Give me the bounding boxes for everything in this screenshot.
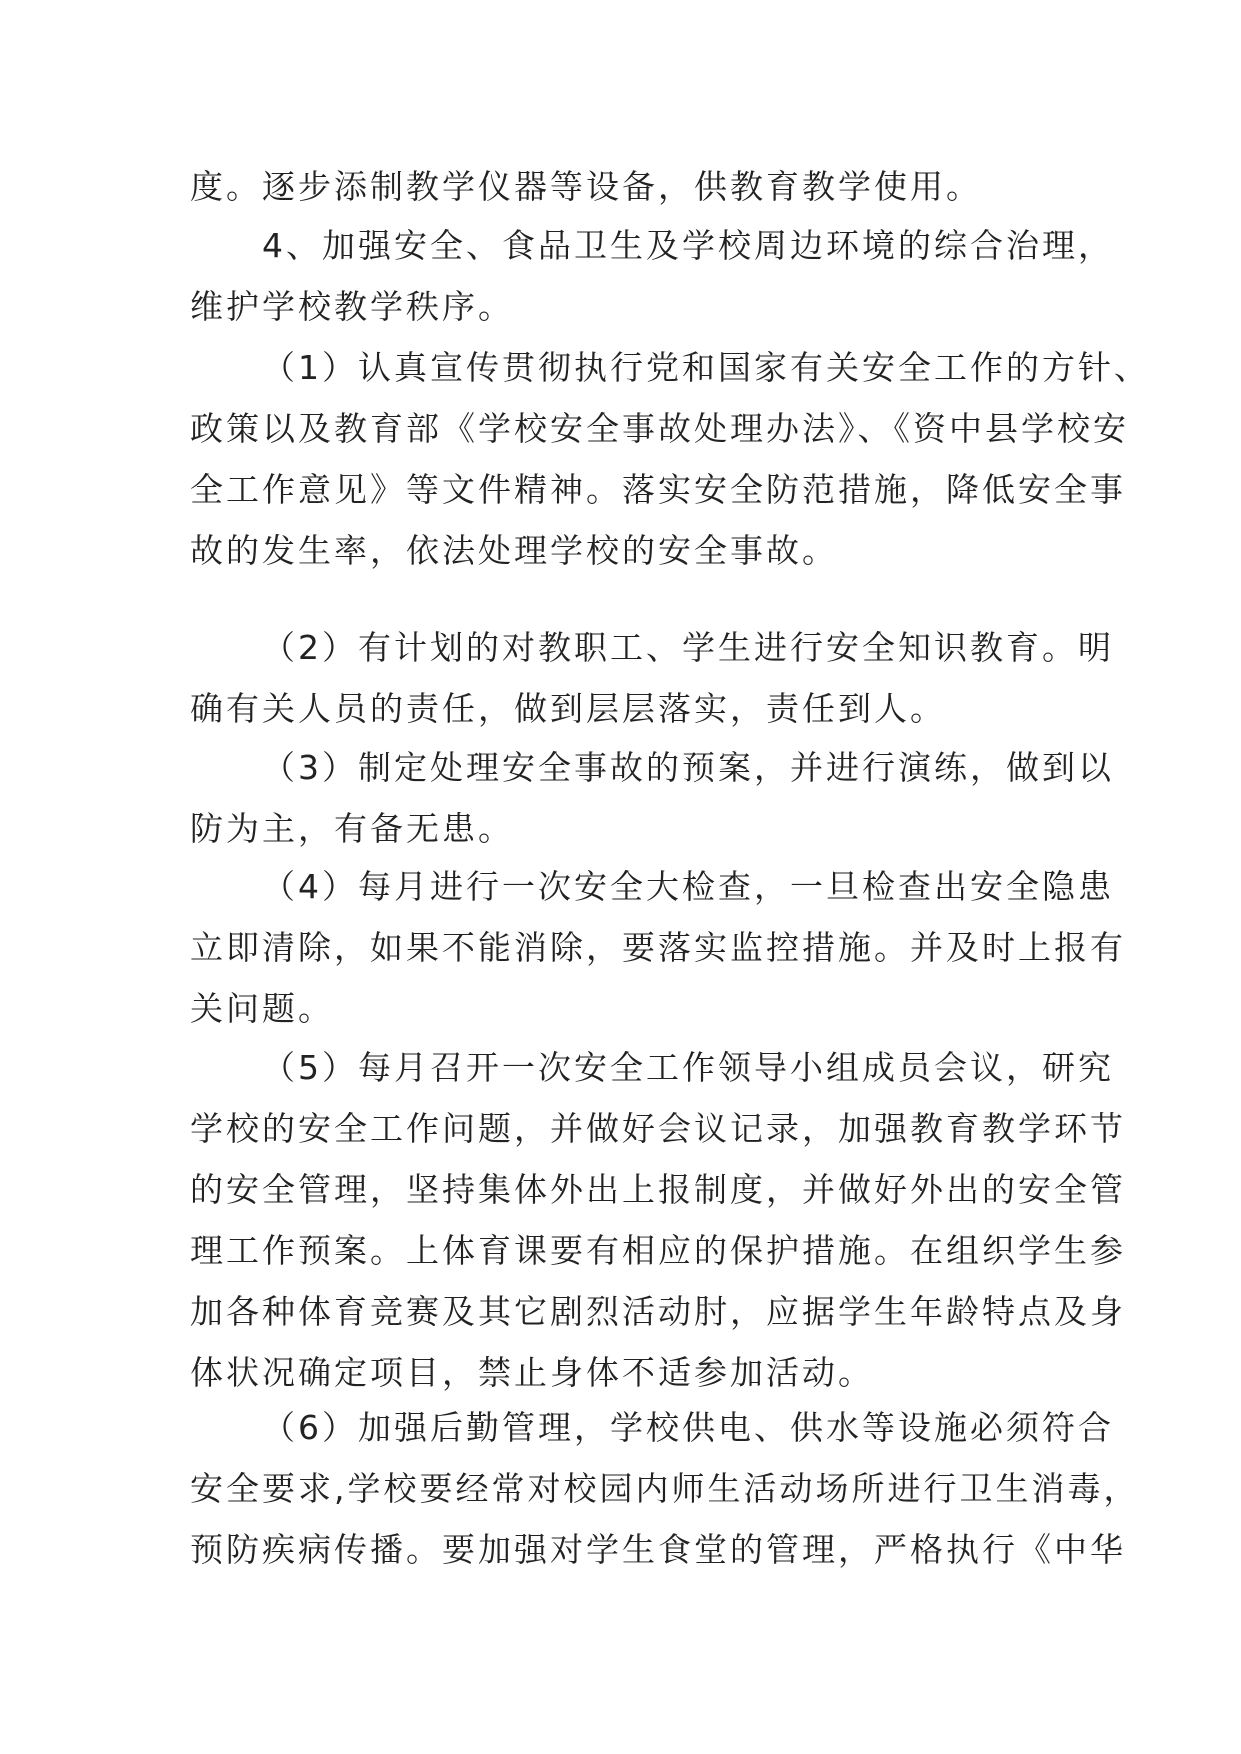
paragraph-item-1 [190,337,1150,581]
paragraph-item-4-sub [190,856,1126,1039]
text-line: 体状况确定项目，禁止身体不适参加活动。 [190,1353,874,1392]
text-line: 加各种体育竞赛及其它剧烈活动肘，应据学生年龄特点及身 [190,1292,1126,1331]
paragraph-item-4 [190,215,1114,337]
text-line: 防为主，有备无患。 [190,809,514,848]
text-line: 学校的安全工作问题，并做好会议记录，加强教育教学环节 [190,1109,1126,1148]
text-line: 政策以及教育部《学校安全事故处理办法》、《资中县学校安 [190,409,1129,448]
text-line: 度。逐步添制教学仪器等设备，供教育教学使用。 [190,167,982,206]
text-line: 理工作预案。上体育课要有相应的保护措施。在组织学生参 [190,1231,1126,1270]
text-line: 全工作意见》等文件精神。落实安全防范措施，降低安全事 [190,470,1126,509]
text-line: 确有关人员的责任，做到层层落实，责任到人。 [190,689,946,728]
paragraph-item-6 [190,1397,1140,1580]
text-line: （6）加强后勤管理，学校供电、供水等设施必须符合 [262,1408,1114,1447]
text-line: （3）制定处理安全事故的预案，并进行演练，做到以 [262,748,1114,787]
text-line: （1）认真宣传贯彻执行党和国家有关安全工作的方针、 [262,348,1150,387]
text-line: 立即清除，如果不能消除，要落实监控措施。并及时上报有 [190,928,1126,967]
paragraph-item-3 [190,737,1114,859]
text-line: 故的发生率，依法处理学校的安全事故。 [190,531,838,570]
text-line: 安全要求,学校要经常对校园内师生活动场所进行卫生消毒， [190,1469,1140,1508]
paragraph-continuation [190,156,1060,217]
paragraph-item-2 [190,617,1114,739]
text-line: 4、加强安全、食品卫生及学校周边环境的综合治理， [262,226,1114,265]
text-line: 预防疾病传播。要加强对学生食堂的管理，严格执行《中华 [190,1530,1126,1569]
text-line: （2）有计划的对教职工、学生进行安全知识教育。明 [262,628,1114,667]
paragraph-item-5 [190,1037,1126,1403]
text-line: 的安全管理，坚持集体外出上报制度，并做好外出的安全管 [190,1170,1126,1209]
text-line: （4）每月进行一次安全大检查，一旦检查出安全隐患 [262,867,1114,906]
text-line: 关问题。 [190,989,334,1028]
text-line: 维护学校教学秩序。 [190,287,514,326]
text-line: （5）每月召开一次安全工作领导小组成员会议，研究 [262,1048,1114,1087]
